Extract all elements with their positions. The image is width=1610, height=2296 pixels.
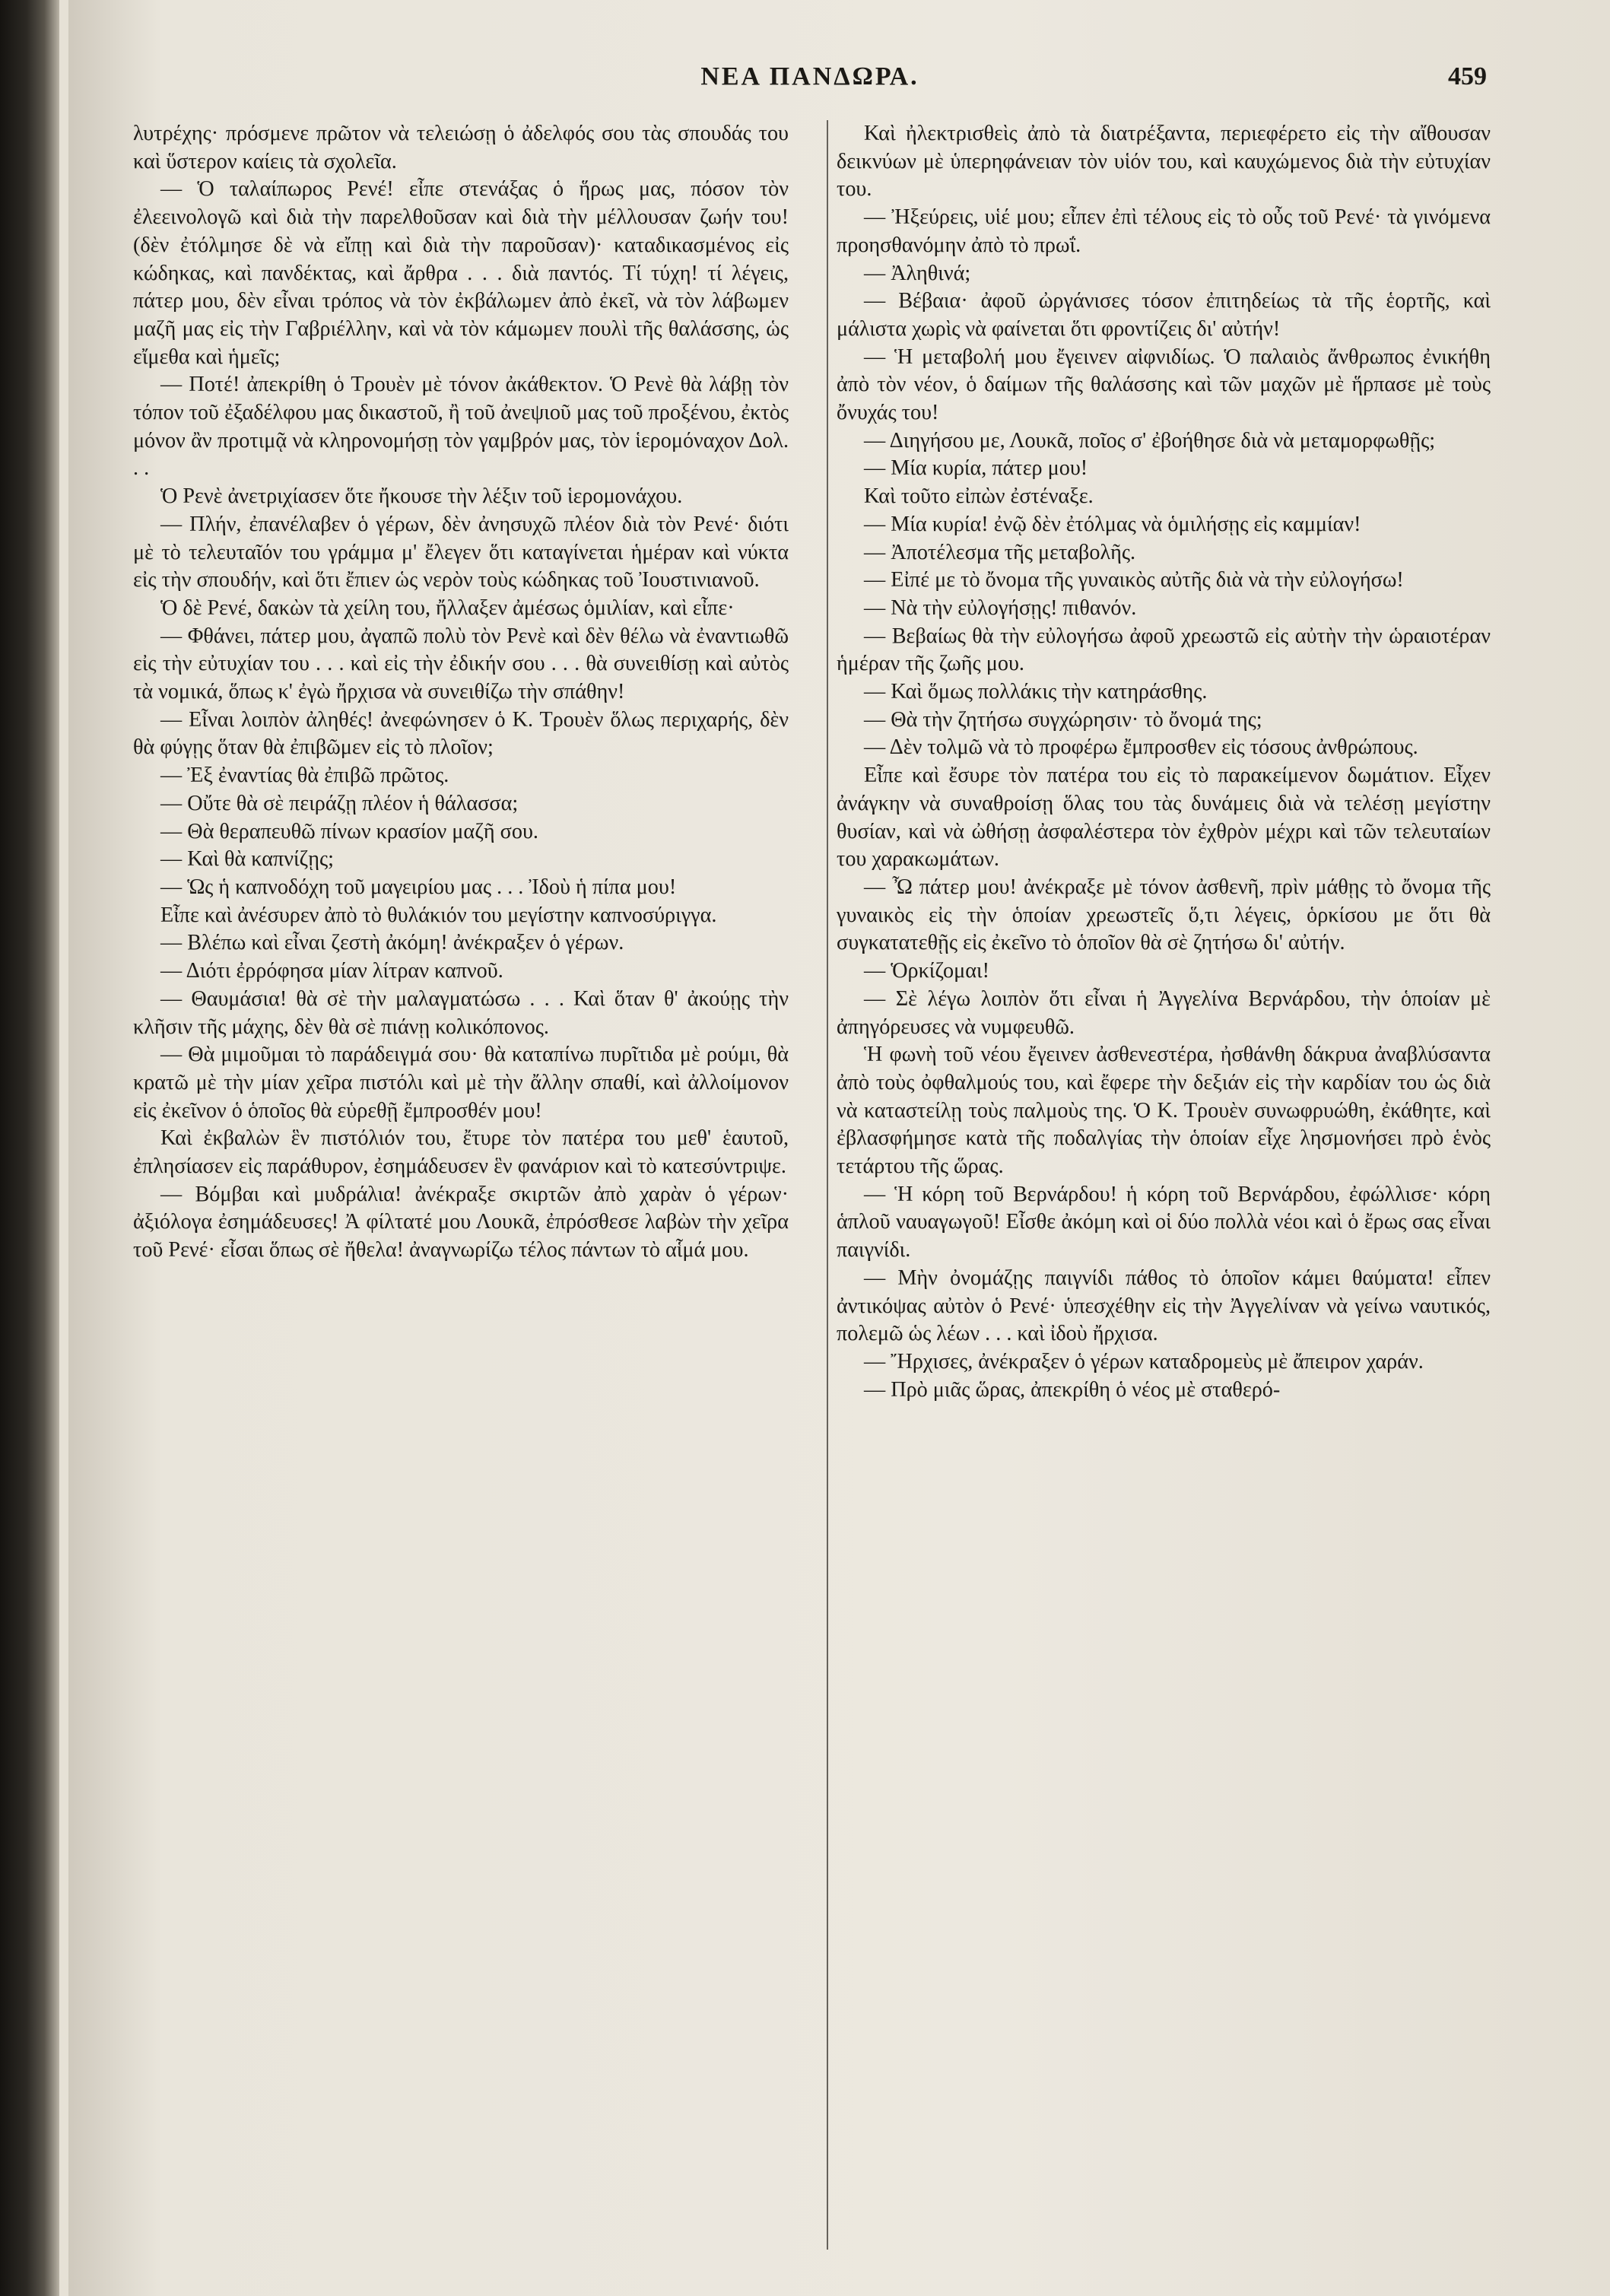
book-binding [0,0,59,2296]
paragraph: — Ἡ κόρη τοῦ Βερνάρδου! ἡ κόρη τοῦ Βερνάρδου, ἐφώλλισε· κόρη ἁπλοῦ ναυαγωγοῦ! Εἶσθε ἀκόμη καὶ οἱ δύο πολλὰ νέοι καὶ ὁ ἔρως σας εἶναι παιγνίδι. [837,1182,1491,1262]
paragraph: Καὶ τοῦτο εἰπὼν ἐστέναξε. [864,484,1094,509]
page-number: 459 [1448,62,1487,91]
paragraph: — Βόμβαι καὶ μυδράλια! ἀνέκραξε σκιρτῶν ἀπὸ χαρὰν ὁ γέρων· ἀξιόλογα ἐσημάδευσες! Ἀ φίλτατέ μου Λουκᾶ, ἐπρόσθεσε λαβὼν τὴν χεῖρα τοῦ Ρενέ· εἶσαι ὅπως σὲ ἤθελα! ἀναγνωρίζω τέλος πάντων τὸ αἷμά μου. [133,1182,789,1262]
paragraph: — Διηγήσου με, Λουκᾶ, ποῖος σ' ἐβοήθησε διὰ νὰ μεταμορφωθῇς; [864,428,1436,453]
paragraph: — Ἡ μεταβολή μου ἔγεινεν αἰφνιδίως. Ὁ παλαιὸς ἄνθρωπος ἐνικήθη ἀπὸ τὸν νέον, ὁ δαίμων τῆς θαλάσσης καὶ τῶν μαχῶν μὲ ἥρπασε μὲ τοὺς ὄνυχάς του! [837,345,1491,425]
paragraph: — Ἀποτέλεσμα τῆς μεταβολῆς. [864,540,1136,564]
paragraph: — Εἶναι λοιπὸν ἀληθές! ἀνεφώνησεν ὁ Κ. Τρουὲν ὅλως περιχαρής, δὲν θὰ φύγῃς ὅταν θὰ ἐπιβῶμεν εἰς τὸ πλοῖον; [133,707,789,760]
paragraph: — Διότι ἐρρόφησα μίαν λίτραν καπνοῦ. [160,959,503,983]
right-column [837,120,1491,2265]
paragraph: — Ὡς ἡ καπνοδόχη τοῦ μαγειρίου μας . . . Ἰδοὺ ἡ πίπα μου! [160,875,677,899]
paragraph: Ἡ φωνὴ τοῦ νέου ἔγεινεν ἀσθενεστέρα, ἠσθάνθη δάκρυα ἀναβλύσαντα ἀπὸ τοὺς ὀφθαλμούς του, καὶ ἔφερε τὴν δεξιάν εἰς τὴν καρδίαν του ὡς διὰ νὰ καταστείλῃ τοὺς παλμοὺς της. Ὁ Κ. Τρουὲν συνωφρυώθη, ἐκάθητε, καὶ ἐβλασφήμησε κατὰ τῆς ποδαλγίας τὴν ὁποίαν εἶχε λησμονήσει πρὸ ἑνὸς τετάρτου τῆς ὥρας. [837,1043,1491,1179]
paragraph: — Ὦ πάτερ μου! ἀνέκραξε μὲ τόνον ἀσθενῆ, πρὶν μάθῃς τὸ ὄνομα τῆς γυναικὸς εἰς τὴν ὁποίαν χρεωστεῖς ὅ,τι λέγεις, ὁρκίσου με ὅτι θὰ συγκατατεθῇς εἰς ἐκεῖνο τὸ ὁποῖον θὰ σὲ ζητήσω δι' αὐτήν. [837,875,1491,955]
paragraph: Ὁ Ρενὲ ἀνετριχίασεν ὅτε ἤκουσε τὴν λέξιν τοῦ ἱερομονάχου. [160,484,683,509]
paragraph: — Καὶ θὰ καπνίζῃς; [160,847,334,872]
paragraph: — Μὴν ὀνομάζῃς παιγνίδι πάθος τὸ ὁποῖον κάμει θαύματα! εἶπεν ἀντικόψας αὐτὸν ὁ Ρενέ· ὑπεσχέθην εἰς τὴν Ἀγγελίναν νὰ γείνω ναυτικός, πολεμῶ ὡς λέων . . . καὶ ἰδοὺ ἤρχισα. [837,1265,1491,1346]
paragraph: Ὁ δὲ Ρενέ, δακὼν τὰ χείλη του, ἤλλαξεν ἀμέσως ὁμιλίαν, καὶ εἶπε· [160,595,735,620]
paragraph: — Ἀληθινά; [864,261,971,285]
paragraph: — Ὁρκίζομαι! [864,959,989,983]
paragraph: — Φθάνει, πάτερ μου, ἀγαπῶ πολὺ τὸν Ρενὲ καὶ δὲν θέλω νὰ ἐναντιωθῶ εἰς τὴν εὐτυχίαν του . . . καὶ εἰς τὴν ἐδικήν σου . . . θὰ συνειθίσῃ καὶ αὐτὸς τὰ νομικά, ὅπως κ' ἐγὼ ἤρχισα νὰ συνειθίζω τὴν σπάθην! [133,624,789,704]
paragraph: — Σὲ λέγω λοιπὸν ὅτι εἶναι ἡ Ἀγγελίνα Βερνάρδου, τὴν ὁποίαν μὲ ἀπηγόρευσες νὰ νυμφευθῶ. [837,986,1491,1039]
paragraph: — Δὲν τολμῶ νὰ τὸ προφέρω ἔμπροσθεν εἰς τόσους ἀνθρώπους. [864,735,1418,760]
paragraph: Καὶ ἠλεκτρισθεὶς ἀπὸ τὰ διατρέξαντα, περιεφέρετο εἰς τὴν αἴθουσαν δεικνύων μὲ ὑπερηφάνειαν τὸν υἱόν του, καὶ καυχώμενος διὰ τὴν εὐτυχίαν του. [837,122,1491,202]
paragraph: λυτρέχης· πρόσμενε πρῶτον νὰ τελειώσῃ ὁ ἀδελφός σου τὰς σπουδάς του καὶ ὕστερον καίεις τὰ σχολεῖα. [133,122,789,173]
paragraph: — Ποτέ! ἀπεκρίθη ὁ Τρουὲν μὲ τόνον ἀκάθεκτον. Ὁ Ρενὲ θὰ λάβῃ τὸν τόπον τοῦ ἐξαδέλφου μας δικαστοῦ, ἢ τοῦ ἀνεψιοῦ μας τοῦ προξένου, ἐκτὸς μόνον ἂν προτιμᾷ νὰ κληρονομήσῃ τὸν γαμβρόν μας, τὸν ἱερομόναχον Δολ. . . [133,373,789,481]
paragraph: — Βλέπω καὶ εἶναι ζεστὴ ἀκόμη! ἀνέκραξεν ὁ γέρων. [160,931,624,955]
paragraph: — Θαυμάσια! θὰ σὲ τὴν μαλαγματώσω . . . Καὶ ὅταν θ' ἀκούῃς τὴν κλῆσιν τῆς μάχης, δὲν θὰ σὲ πιάνῃ κολικόπονος. [133,986,789,1039]
paragraph: — Θὰ μιμοῦμαι τὸ παράδειγμά σου· θὰ καταπίνω πυρῖτιδα μὲ ρούμι, θὰ κρατῶ μὲ τὴν μίαν χεῖρα πιστόλι καὶ μὲ τὴν ἄλλην σπαθί, καὶ ἀλλοίμονον εἰς ἐκεῖνον ὁ ὁποῖος θὰ εὑρεθῇ ἔμπροσθέν μου! [133,1043,789,1123]
paragraph: — Οὔτε θὰ σὲ πειράζῃ πλέον ἡ θάλασσα; [160,791,519,815]
paragraph: — Μία κυρία! ἐνῷ δὲν ἐτόλμας νὰ ὁμιλήσῃς εἰς καμμίαν! [864,512,1361,536]
paragraph: — Ἠξεύρεις, υἱέ μου; εἶπεν ἐπὶ τέλους εἰς τὸ οὖς τοῦ Ρενέ· τὰ γινόμενα προησθανόμην ἀπὸ τὸ πρωΐ. [837,205,1491,257]
paragraph: — Ἤρχισες, ἀνέκραξεν ὁ γέρων καταδρομεὺς μὲ ἄπειρον χαράν. [864,1349,1424,1373]
paragraph: — Βεβαίως θὰ τὴν εὐλογήσω ἀφοῦ χρεωστῶ εἰς αὐτὴν τὴν ὡραιοτέραν ἡμέραν τῆς ζωῆς μου. [837,624,1491,676]
paragraph: — Πλήν, ἐπανέλαβεν ὁ γέρων, δὲν ἀνησυχῶ πλέον διὰ τὸν Ρενέ· διότι μὲ τὸ τελευταῖόν του γράμμα μ' ἔλεγεν ὅτι καταγίνεται ἡμέραν καὶ νύκτα εἰς τὴν σπουδήν, καὶ ὅτι ἔπιεν ὡς νερὸν τοὺς κώδηκας τοῦ Ἰουστινιανοῦ. [133,512,789,592]
paragraph: — Νὰ τὴν εὐλογήσῃς! πιθανόν. [864,595,1137,620]
paragraph: Εἶπε καὶ ἀνέσυρεν ἀπὸ τὸ θυλάκιόν του μεγίστην καπνοσύριγγα. [160,903,717,927]
paragraph: — Μία κυρία, πάτερ μου! [864,456,1088,481]
paragraph: Καὶ ἐκβαλὼν ἓν πιστόλιόν του, ἔτυρε τὸν πατέρα του μεθ' ἑαυτοῦ, ἐπλησίασεν εἰς παράθυρον, ἐσημάδευσεν ἓν φανάριον καὶ τὸ κατεσύντριψε. [133,1126,789,1179]
left-column [133,120,789,2265]
paragraph: — Θὰ τὴν ζητήσω συγχώρησιν· τὸ ὄνομά της; [864,707,1262,732]
page-header [133,62,1487,100]
column-rule [827,120,828,2250]
paragraph: — Εἰπέ με τὸ ὄνομα τῆς γυναικὸς αὐτῆς διὰ νὰ τὴν εὐλογήσω! [864,568,1404,592]
paragraph: — Καὶ ὅμως πολλάκις τὴν κατηράσθης. [864,680,1208,704]
paragraph: — Πρὸ μιᾶς ὥρας, ἀπεκρίθη ὁ νέος μὲ σταθερό- [864,1377,1281,1402]
paragraph: Εἶπε καὶ ἔσυρε τὸν πατέρα του εἰς τὸ παρακείμενον δωμάτιον. Εἶχεν ἀνάγκην νὰ συναθροίσῃ ὅλας του τὰς δυνάμεις διὰ νὰ τελέσῃ μεγίστην θυσίαν, καὶ νὰ ὠθήσῃ ἀσφαλέστερα τὸν ἐχθρὸν μέχρι καὶ τῶν τελευταίων του χαρακωμάτων. [837,764,1491,872]
paragraph: — Ἐξ ἐναντίας θὰ ἐπιβῶ πρῶτος. [160,764,449,788]
paragraph: — Βέβαια· ἀφοῦ ὠργάνισες τόσον ἐπιτηδείως τὰ τῆς ἑορτῆς, καὶ μάλιστα χωρὶς νὰ φαίνεται ὅτι φροντίζεις δι' αὐτήν! [837,289,1491,341]
paragraph: — Ὁ ταλαίπωρος Ρενέ! εἶπε στενάξας ὁ ἥρως μας, πόσον τὸν ἐλεεινολογῶ καὶ διὰ τὴν παρελθοῦσαν καὶ διὰ τὴν μέλλουσαν ζωήν του! (δὲν ἐτόλμησε δὲ νὰ εἴπῃ καὶ διὰ τὴν παροῦσαν)· καταδικασμένος εἰς κώδηκας, καὶ πανδέκτας, καὶ ἄρθρα . . . διὰ παντός. Τί τύχη! τί λέγεις, πάτερ μου, δὲν εἶναι τρόπος νὰ τὸν ἐκβάλωμεν ἀπὸ ἐκεῖ, νὰ τὸν λάβωμεν μαζῆ μας εἰς τὴν Γαβριέλλην, καὶ νὰ τὸν κάμωμεν πουλὶ τῆς θαλάσσης, ὡς εἴμεθα καὶ ἡμεῖς; [133,177,789,369]
running-title: ΝΕΑ ΠΑΝΔΩΡΑ. [700,62,919,91]
paragraph: — Θὰ θεραπευθῶ πίνων κρασίον μαζῆ σου. [160,819,538,843]
